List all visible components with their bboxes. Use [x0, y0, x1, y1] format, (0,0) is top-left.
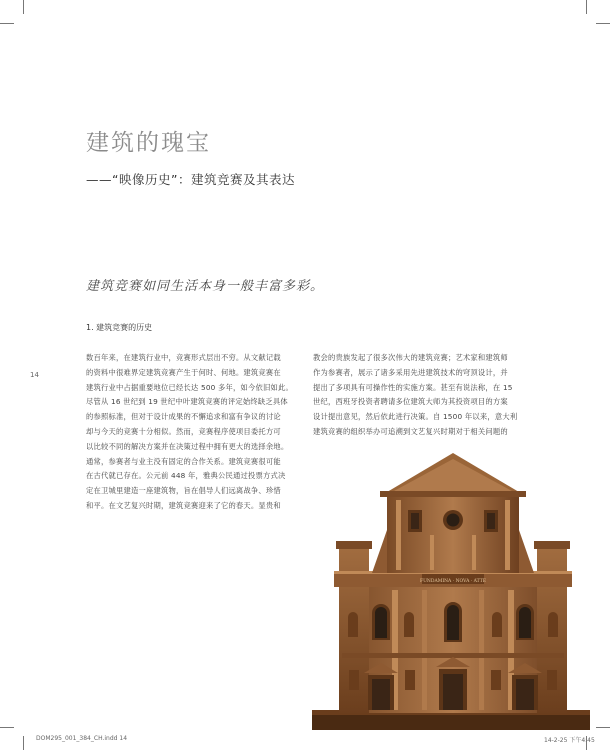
page-title: 建筑的瑰宝 [86, 130, 211, 156]
facade-inscription: FUNDAMINA · NOVA · ATTE [420, 579, 486, 584]
text-line: 数百年来，在建筑行业中，竞赛形式层出不穷。从文献记载 [86, 353, 281, 362]
text-line: 的资料中很难界定建筑竞赛产生于何时、何地。建筑竞赛在 [86, 367, 281, 377]
crop-mark [0, 727, 14, 728]
crop-mark [596, 727, 610, 728]
crop-mark [586, 0, 587, 14]
text-line: 和平。在文艺复兴时期，建筑竞赛迎来了它的春天。显贵和 [86, 500, 281, 510]
text-line: 在古代就已存在。公元前 448 年，雅典公民通过投票方式决 [86, 471, 286, 481]
crop-mark [0, 23, 14, 24]
page-subtitle: ——“映像历史”：建筑竞赛及其表达 [86, 172, 295, 187]
text-line: 通常，参赛者与业主没有固定的合作关系。建筑竞赛很可能 [86, 456, 281, 466]
crop-mark [23, 736, 24, 750]
crop-mark [23, 0, 24, 14]
text-line: 设计提出意见，然后依此进行决策。自 1500 年以来，意大利 [313, 412, 518, 422]
text-line: 却与今天的竞赛十分相似。然而，竞赛程序使项目委托方可 [86, 426, 281, 436]
text-line: 以比较不同的解决方案并在决策过程中拥有更大的选择余地。 [86, 441, 289, 451]
text-line: 建筑行业中占据重要地位已经长达 500 多年，如今依旧如此。 [86, 382, 293, 392]
text-line: 的参照标准，但对于设计成果的不懈追求和富有争议的讨论 [86, 412, 281, 422]
text-line: 提出了多项具有可操作性的实施方案。甚至有说法称，在 15 [313, 382, 513, 392]
text-line: 定在卫城里建造一座建筑物，旨在倡导人们远离战争、珍惜 [86, 486, 281, 496]
footer-timestamp: 14-2-25 下午4:45 [544, 737, 595, 744]
crop-mark [596, 23, 610, 24]
page-number: 14 [30, 371, 39, 379]
footer-file-info: DOM295_001_384_CH.indd 14 [36, 735, 128, 742]
text-line: 教会的贵族发起了很多次伟大的建筑竞赛；艺术家和建筑师 [313, 353, 508, 362]
text-line: 建筑竞赛的组织举办可追溯到文艺复兴时期对于相关问题的 [313, 426, 508, 436]
text-line: 世纪，西班牙投资者聘请多位建筑大师为其投资项目的方案 [313, 397, 508, 407]
text-line: 尽管从 16 世纪到 19 世纪中叶建筑竞赛的评定始终缺乏具体 [86, 397, 288, 407]
architectural-model-photo [312, 445, 590, 730]
pull-quote: 建筑竞赛如同生活本身一般丰富多彩。 [86, 279, 325, 294]
body-column-right [313, 351, 524, 440]
body-column-left [86, 351, 304, 514]
text-line: 作为参赛者，展示了诸多采用先进建筑技术的穹顶设计，并 [313, 367, 508, 377]
section-heading: 1. 建筑竞赛的历史 [86, 323, 153, 332]
